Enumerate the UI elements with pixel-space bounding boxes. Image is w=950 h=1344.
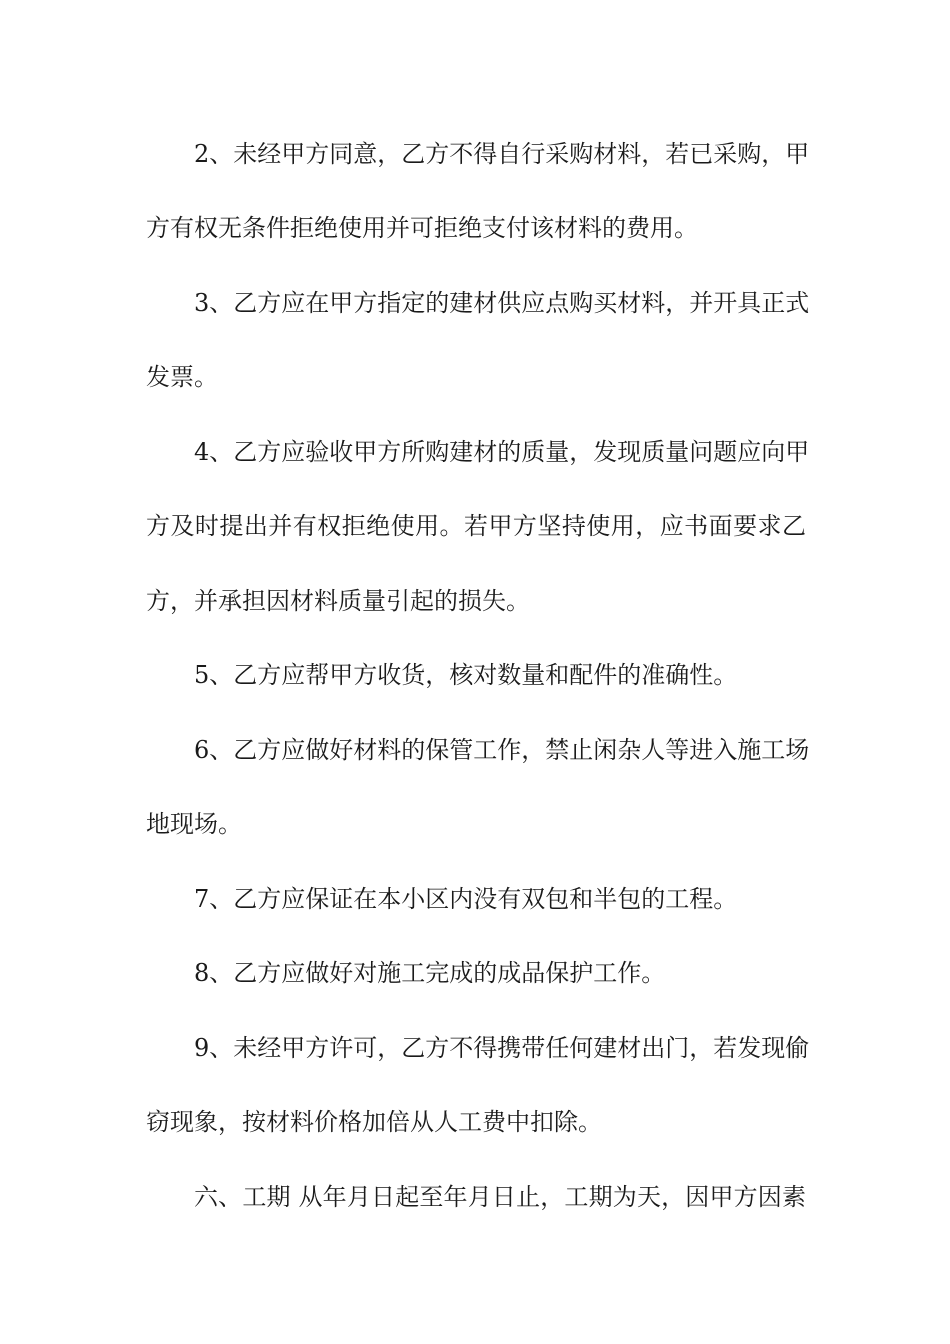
clause-9-line-2: 窃现象，按材料价格加倍从人工费中扣除。 <box>146 1108 602 1136</box>
clause-8-line-1: 8、乙方应做好对施工完成的成品保护工作。 <box>194 959 666 987</box>
clause-6-line-1: 6、乙方应做好材料的保管工作，禁止闲杂人等进入施工场 <box>194 736 810 764</box>
clause-3-line-1: 3、乙方应在甲方指定的建材供应点购买材料，并开具正式 <box>194 289 810 317</box>
clause-4-line-2: 方及时提出并有权拒绝使用。若甲方坚持使用，应书面要求乙 <box>146 512 806 540</box>
clause-5-line-1: 5、乙方应帮甲方收货，核对数量和配件的准确性。 <box>194 661 738 689</box>
section-6-line-1: 六、工期 从年月日起至年月日止，工期为天，因甲方因素 <box>194 1183 806 1211</box>
clause-9-line-1: 9、未经甲方许可，乙方不得携带任何建材出门，若发现偷 <box>194 1034 810 1062</box>
clause-2-line-2: 方有权无条件拒绝使用并可拒绝支付该材料的费用。 <box>146 214 698 242</box>
clause-6-line-2: 地现场。 <box>146 810 242 838</box>
clause-2-line-1: 2、未经甲方同意，乙方不得自行采购材料，若已采购，甲 <box>194 140 810 168</box>
clause-3-line-2: 发票。 <box>146 363 218 391</box>
clause-4-line-1: 4、乙方应验收甲方所购建材的质量，发现质量问题应向甲 <box>194 438 810 466</box>
clause-7-line-1: 7、乙方应保证在本小区内没有双包和半包的工程。 <box>194 885 738 913</box>
clause-4-line-3: 方，并承担因材料质量引起的损失。 <box>146 587 530 615</box>
